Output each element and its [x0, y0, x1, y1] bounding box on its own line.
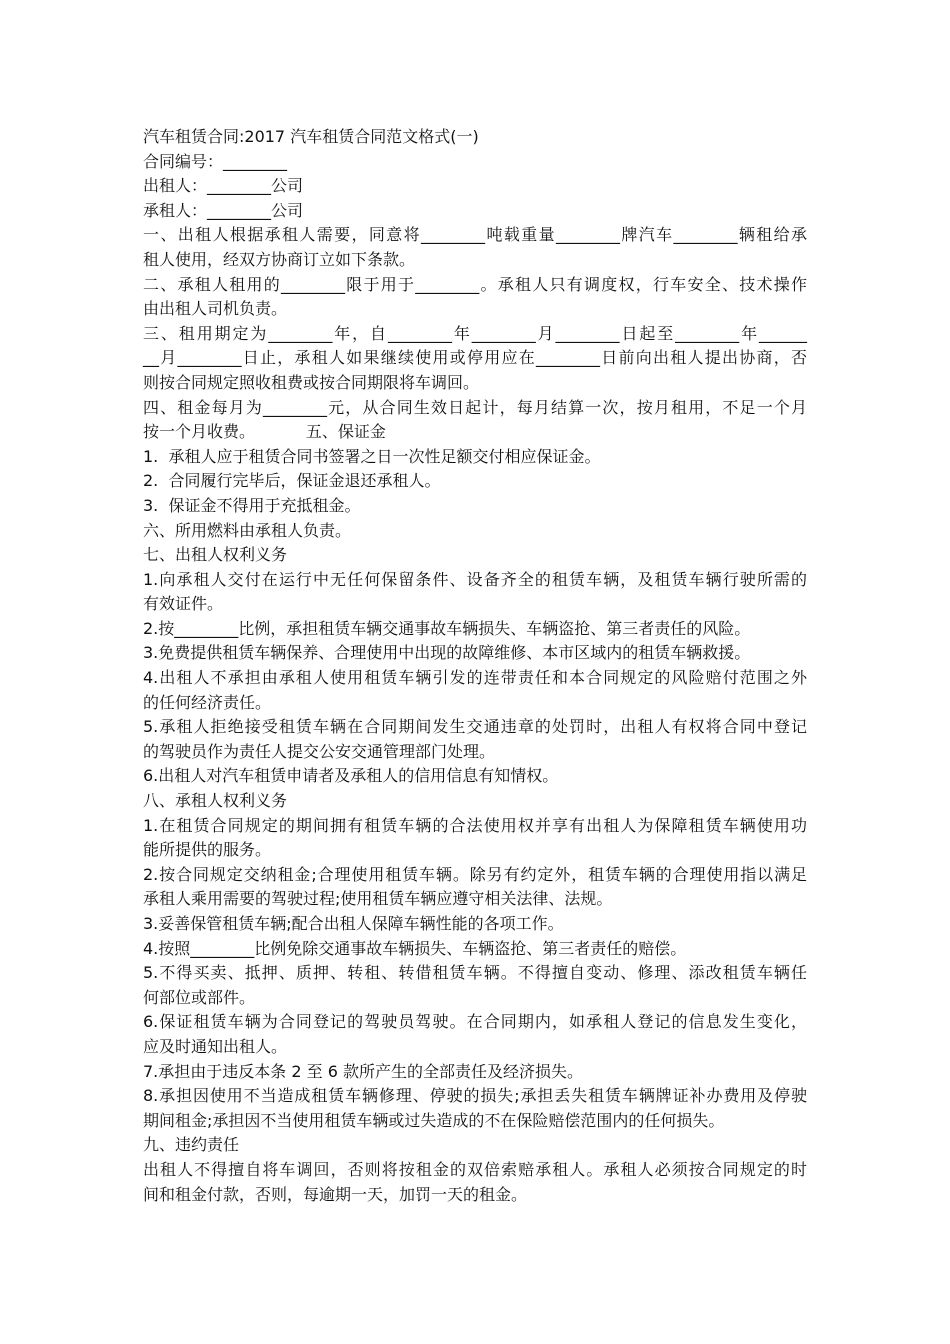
text-line: 八、承租人权利义务	[143, 791, 288, 811]
text-line: 三、租用期定为________年，自________年________月________日起至________年______	[143, 323, 807, 343]
document-title: 汽车租赁合同:2017 汽车租赁合同范文格式(一)	[143, 127, 479, 146]
text-line: 1.在租赁合同规定的期间拥有租赁车辆的合法使用权并享有出租人为保障租赁车辆使用功	[143, 815, 807, 835]
text-line: 租人使用，经双方协商订立如下条款。	[143, 249, 416, 269]
text-line: 能所提供的服务。	[143, 840, 272, 860]
text-line: 6.出租人对汽车租赁申请者及承租人的信用信息有知情权。	[143, 766, 559, 786]
text-line: 按一个月收费。 五、保证金	[143, 422, 386, 442]
text-line: 8.承担因使用不当造成租赁车辆修理、停驶的损失;承担丢失租赁车辆牌证补办费用及停驶	[143, 1086, 807, 1106]
text-line: 合同编号：________	[143, 151, 288, 171]
text-line: 5.承租人拒绝接受租赁车辆在合同期间发生交通违章的处罚时，出租人有权将合同中登记	[143, 717, 807, 737]
text-line: 4.按照________比例免除交通事故车辆损失、车辆盗抢、第三者责任的赔偿。	[143, 938, 687, 958]
text-line: __月________日止，承租人如果继续使用或停用应在________日前向出租人提出协商，否	[143, 348, 807, 368]
text-line: 七、出租人权利义务	[143, 545, 288, 565]
text-line: 3.免费提供租赁车辆保养、合理使用中出现的故障维修、本市区域内的租赁车辆救援。	[143, 643, 751, 663]
text-line: 由出租人司机负责。	[143, 299, 288, 319]
text-line: 则按合同规定照收租费或按合同期限将车调回。	[143, 372, 480, 392]
text-line: 间和租金付款，否则，每逾期一天，加罚一天的租金。	[143, 1184, 528, 1204]
text-line: 6.保证租赁车辆为合同登记的驾驶员驾驶。在合同期内，如承租人登记的信息发生变化，	[143, 1012, 807, 1032]
text-line: 二、承租人租用的________限于用于________。承租人只有调度权，行车安全、技术操作	[143, 274, 807, 294]
text-line: 承租人：________公司	[143, 200, 304, 220]
text-line: 六、所用燃料由承租人负责。	[143, 520, 352, 540]
text-line: 2.按合同规定交纳租金;合理使用租赁车辆。除另有约定外，租赁车辆的合理使用指以满足	[143, 864, 807, 884]
text-line: 4.出租人不承担由承租人使用租赁车辆引发的连带责任和本合同规定的风险赔付范围之外	[143, 668, 807, 688]
text-line: 3. 保证金不得用于充抵租金。	[143, 495, 361, 515]
text-line: 的驾驶员作为责任人提交公安交通管理部门处理。	[143, 741, 496, 761]
text-line: 九、违约责任	[143, 1135, 240, 1155]
text-line: 一、出租人根据承租人需要，同意将________吨载重量________牌汽车________辆租给承	[143, 225, 807, 245]
text-line: 出租人不得擅自将车调回，否则将按租金的双倍索赔承租人。承租人必须按合同规定的时	[143, 1159, 807, 1179]
text-line: 2. 合同履行完毕后，保证金退还承租人。	[143, 471, 441, 491]
text-line: 何部位或部件。	[143, 987, 256, 1007]
text-line: 出租人：________公司	[143, 176, 304, 196]
text-line: 2.按________比例，承担租赁车辆交通事故车辆损失、车辆盗抢、第三者责任的风险。	[143, 618, 751, 638]
text-line: 5.不得买卖、抵押、质押、转租、转借租赁车辆。不得擅自变动、修理、添改租赁车辆任	[143, 963, 807, 983]
text-line: 7.承担由于违反本条 2 至 6 款所产生的全部责任及经济损失。	[143, 1061, 583, 1081]
text-line: 3.妥善保管租赁车辆;配合出租人保障车辆性能的各项工作。	[143, 914, 564, 933]
text-line: 应及时通知出租人。	[143, 1036, 288, 1056]
text-line: 1.向承租人交付在运行中无任何保留条件、设备齐全的租赁车辆，及租赁车辆行驶所需的	[143, 569, 807, 589]
text-line: 的任何经济责任。	[143, 692, 272, 712]
text-line: 四、租金每月为________元，从合同生效日起计，每月结算一次，按月租用，不足一个月	[143, 397, 807, 417]
text-line: 期间租金;承担因不当使用租赁车辆或过失造成的不在保险赔偿范围内的任何损失。	[143, 1110, 725, 1130]
text-line: 有效证件。	[143, 594, 224, 614]
contract-text	[143, 125, 807, 1207]
text-line: 承租人乘用需要的驾驶过程;使用租赁车辆应遵守相关法律、法规。	[143, 889, 613, 909]
text-line: 1. 承租人应于租赁合同书签署之日一次性足额交付相应保证金。	[143, 446, 601, 466]
